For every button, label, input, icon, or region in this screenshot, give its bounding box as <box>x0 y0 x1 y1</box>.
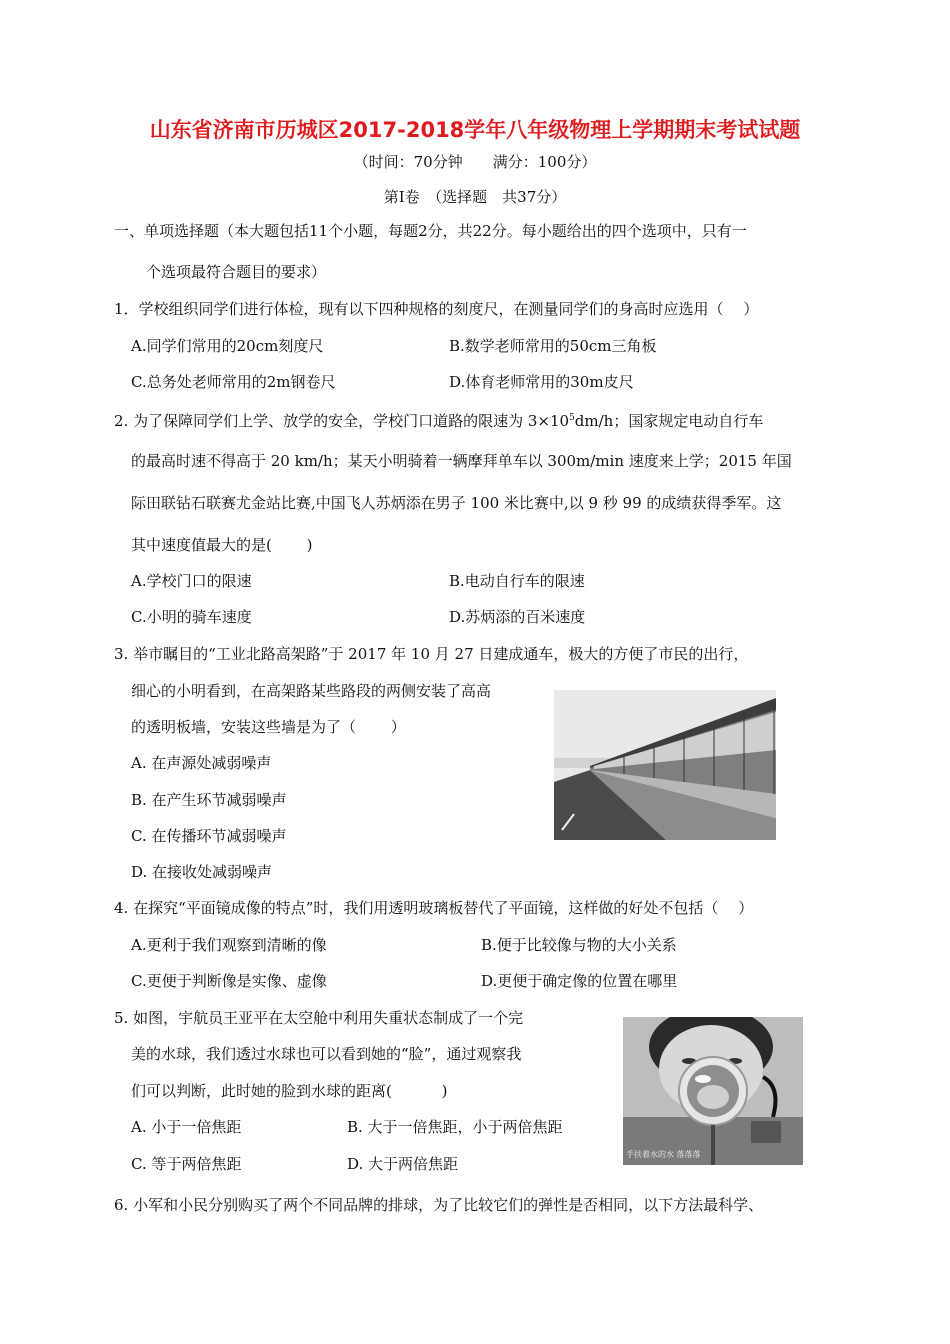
question-5-text: 5. 如图，宇航员王亚平在太空舱中利用失重状态制成了一个完 <box>114 1009 524 1027</box>
q1-option-d: D.体育老师常用的30m皮尺 <box>449 373 634 391</box>
page-title: 山东省济南市历城区2017-2018学年八年级物理上学期期末考试试题 <box>149 118 801 142</box>
part-header: 第Ⅰ卷 （选择题 共37分） <box>383 188 567 206</box>
question-1-text: 1．学校组织同学们进行体检，现有以下四种规格的刻度尺，在测量同学们的身高时应选用（ ） <box>114 300 759 318</box>
q2-option-a: A.学校门口的限速 <box>131 572 252 590</box>
question-6-text: 6. 小军和小民分别购买了两个不同品牌的排球，为了比较它们的弹性是否相同，以下方法最科学、 <box>114 1196 764 1214</box>
sound-barrier-photo <box>554 690 776 840</box>
q2-exponent: 5 <box>569 413 575 423</box>
q4-option-c: C.更便于判断像是实像、虚像 <box>131 972 327 990</box>
q2-line-3: 际田联钻石联赛尤金站比赛,中国飞人苏炳添在男子 100 米比赛中,以 9 秒 99 的成绩获得季军。这 <box>131 494 782 512</box>
question-4-text: 4. 在探究“平面镜成像的特点”时，我们用透明玻璃板替代了平面镜，这样做的好处不包括（ ） <box>114 899 754 917</box>
q4-option-a: A.更利于我们观察到清晰的像 <box>131 936 327 954</box>
q2-line1-head: 2. 为了保障同学们上学、放学的安全，学校门口道路的限速为 3×10 <box>114 412 570 430</box>
q5-line-3: 们可以判断，此时她的脸到水球的距离( ) <box>131 1082 448 1100</box>
q4-option-b: B.便于比较像与物的大小关系 <box>481 936 677 954</box>
q2-option-b: B.电动自行车的限速 <box>449 572 585 590</box>
q3-option-c: C. 在传播环节减弱噪声 <box>131 827 287 845</box>
q1-option-c: C.总务处老师常用的2m钢卷尺 <box>131 373 336 391</box>
q4-option-d: D.更便于确定像的位置在哪里 <box>481 972 678 990</box>
q5-option-d: D. 大于两倍焦距 <box>347 1155 459 1173</box>
q5-option-b: B. 大于一倍焦距，小于两倍焦距 <box>347 1118 563 1136</box>
exam-info: （时间：70分钟 满分：100分） <box>353 153 597 171</box>
q2-line1-tail: dm/h；国家规定电动自行车 <box>574 412 764 430</box>
q3-option-b: B. 在产生环节减弱噪声 <box>131 791 287 809</box>
q2-line-2: 的最高时速不得高于 20 km/h；某天小明骑着一辆摩拜单车以 300m/min 速度来上学；2015 年国 <box>131 452 792 470</box>
q2-option-c: C.小明的骑车速度 <box>131 608 252 626</box>
question-2-text <box>114 408 763 431</box>
q2-option-d: D.苏炳添的百米速度 <box>449 608 586 626</box>
q1-option-a: A.同学们常用的20cm刻度尺 <box>131 337 324 355</box>
q5-option-c: C. 等于两倍焦距 <box>131 1155 242 1173</box>
q1-option-b: B.数学老师常用的50cm三角板 <box>449 337 657 355</box>
q3-line-3: 的透明板墙，安装这些墙是为了（ ） <box>131 718 406 736</box>
section-heading: 一、单项选择题（本大题包括11个小题，每题2分，共22分。每小题给出的四个选项中，只有一 <box>114 222 747 240</box>
photo-caption: 手扶着水的水 落落落 <box>626 1150 701 1159</box>
q2-line-4: 其中速度值最大的是( ) <box>131 536 313 554</box>
q5-option-a: A. 小于一倍焦距 <box>131 1118 242 1136</box>
section-heading-cont: 个选项最符合题目的要求） <box>146 263 327 281</box>
water-ball-photo <box>623 1017 803 1165</box>
q3-option-a: A. 在声源处减弱噪声 <box>131 754 272 772</box>
question-3-text: 3. 举市瞩目的“工业北路高架路”于 2017 年 10 月 27 日建成通车，极大的方便了市民的出行， <box>114 645 749 663</box>
q5-line-2: 美的水球，我们透过水球也可以看到她的“脸”，通过观察我 <box>131 1045 522 1063</box>
q3-line-2: 细心的小明看到，在高架路某些路段的两侧安装了高高 <box>131 682 492 700</box>
q3-option-d: D. 在接收处减弱噪声 <box>131 863 273 881</box>
